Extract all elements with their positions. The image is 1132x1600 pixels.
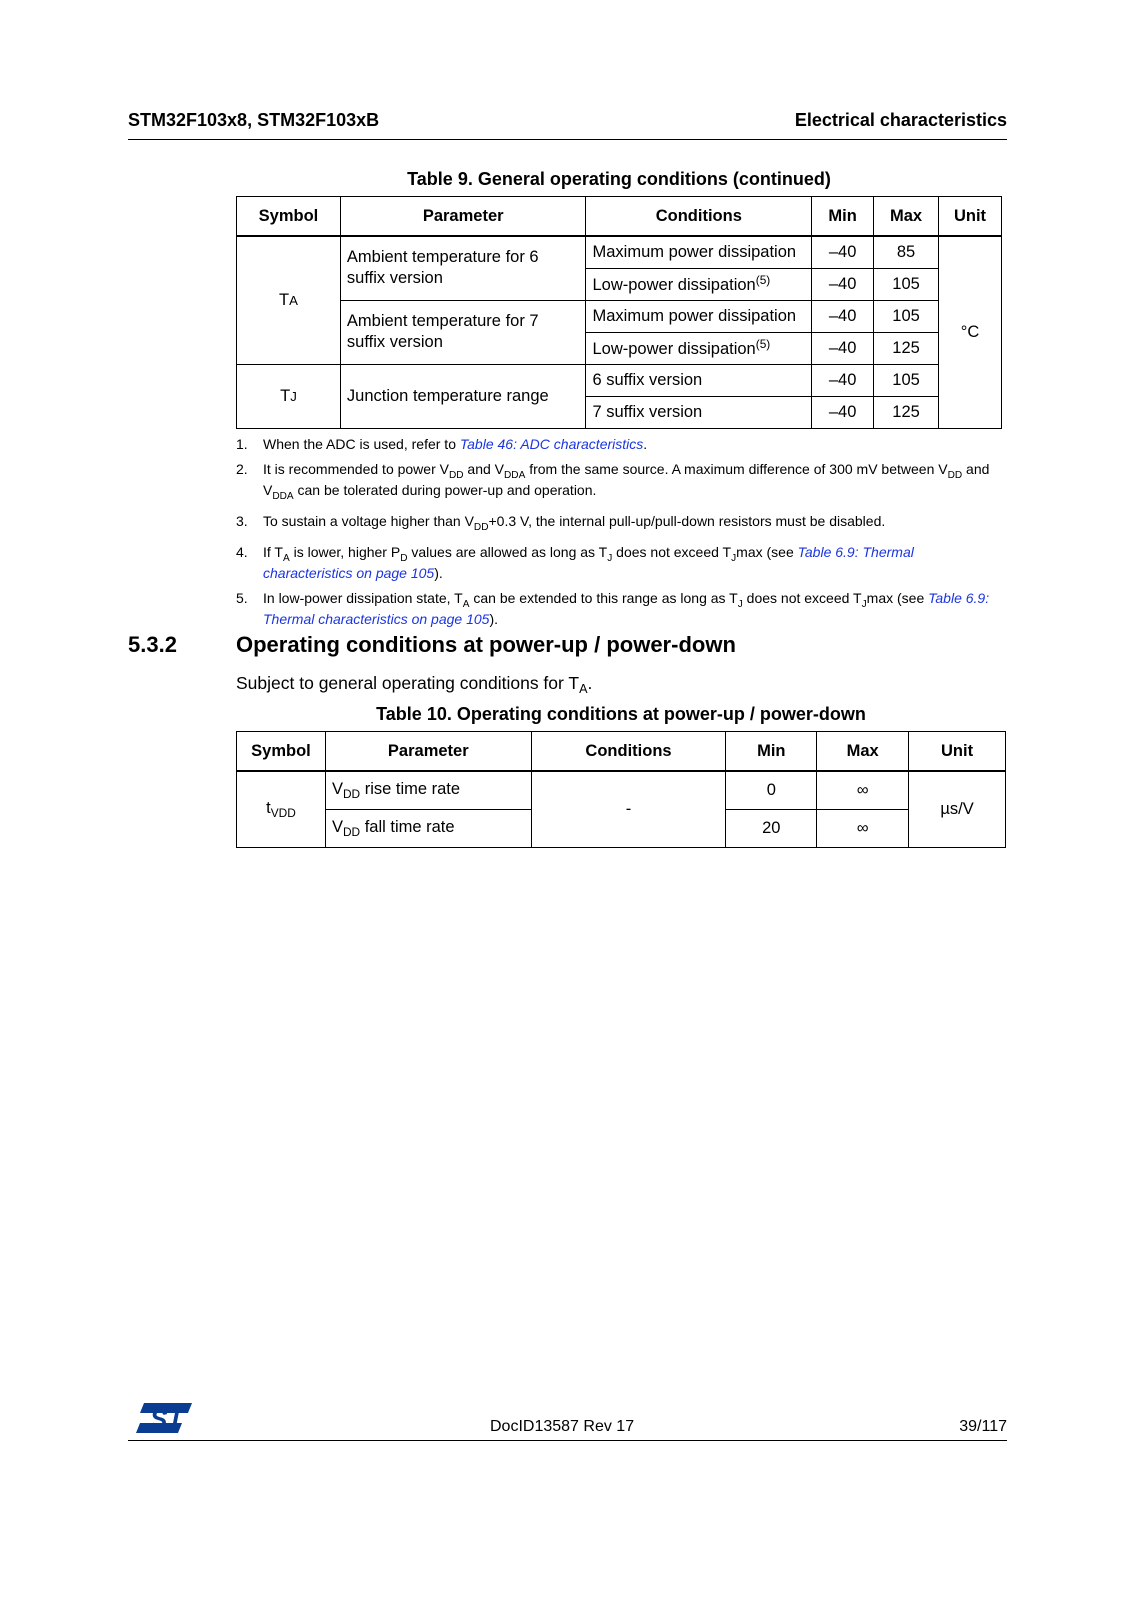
- table9-col-symbol: Symbol: [237, 197, 341, 237]
- header-rule: [128, 139, 1007, 140]
- conditions-cell: 7 suffix version: [586, 396, 812, 428]
- min-cell: –40: [812, 396, 874, 428]
- parameter-cell: $V_{DD}$ rise time rate: [325, 771, 531, 809]
- min-cell: 20: [726, 809, 817, 847]
- conditions-cell: -: [531, 771, 726, 847]
- min-cell: –40: [812, 364, 874, 396]
- footnote: 4. If $T_A$ is lower, higher $P_D$ values are allowed as long as $T_J$ does not exceed $T_J\max$ (see Table 6.9: Thermal characteristics on page 105).: [236, 544, 914, 581]
- table10-col-min: Min: [726, 732, 817, 772]
- table-row: [237, 771, 1006, 809]
- symbol-tvdd: $t_{VDD}$: [237, 771, 326, 847]
- max-cell: ∞: [817, 809, 909, 847]
- min-cell: –40: [812, 268, 874, 300]
- unit-cell: °C: [939, 236, 1002, 428]
- table10-col-max: Max: [817, 732, 909, 772]
- max-cell: 105: [874, 268, 939, 300]
- header-doc-title: STM32F103x8, STM32F103xB: [128, 110, 380, 130]
- cross-reference-link[interactable]: Table 46: ADC characteristics: [459, 436, 644, 452]
- table9-caption: Table 9. General operating conditions (continued): [407, 169, 831, 189]
- footnote-ref: (5): [755, 337, 771, 351]
- table-row: [237, 300, 1002, 332]
- table10-col-parameter: Parameter: [325, 732, 531, 772]
- table9-col-parameter: Parameter: [340, 197, 586, 237]
- parameter-cell: Ambient temperature for 6 suffix version: [340, 236, 586, 300]
- max-cell: ∞: [817, 771, 909, 809]
- table10: [236, 731, 1006, 848]
- table9-col-max: Max: [874, 197, 939, 237]
- footnote: 2. It is recommended to power $V_{DD}$ and $V_{DDA}$ from the same source. A maximum difference of 300 mV between $V_{DD}$ and $V_{DDA}$ can be tolerated during power-up and operation.: [236, 461, 990, 502]
- conditions-cell: 6 suffix version: [586, 364, 812, 396]
- page-number: 39/117: [959, 1418, 1007, 1435]
- footnote: 5. In low-power dissipation state, $T_A$ can be extended to this range as long as $T_J$ does not exceed $T_J\max$ (see Table 6.9: Thermal characteristics on page 105).: [236, 590, 990, 627]
- unit-cell: µs/V: [909, 771, 1006, 847]
- footnote: 1. When the ADC is used, refer to Table 46: ADC characteristics.: [236, 436, 648, 452]
- table9: [236, 196, 1002, 429]
- doc-id: DocID13587 Rev 17: [490, 1418, 635, 1435]
- table9-col-unit: Unit: [939, 197, 1002, 237]
- table10-header-row: [237, 732, 1006, 772]
- parameter-cell: Junction temperature range: [340, 364, 586, 428]
- min-cell: –40: [812, 300, 874, 332]
- table10-col-conditions: Conditions: [531, 732, 726, 772]
- section-body: Subject to general operating conditions for $T_A$.: [236, 673, 593, 696]
- min-cell: –40: [812, 332, 874, 364]
- st-logo: [136, 1401, 192, 1440]
- symbol-tj: TJ: [237, 364, 341, 428]
- max-cell: 105: [874, 300, 939, 332]
- table9-header-row: [237, 197, 1002, 237]
- cross-reference-link[interactable]: Table 6.9: Thermal characteristics on page 105: [263, 590, 990, 627]
- conditions-cell: Low-power dissipation$^{(5)}$: [586, 268, 812, 300]
- conditions-cell: Maximum power dissipation: [586, 236, 812, 268]
- max-cell: 125: [874, 396, 939, 428]
- max-cell: 105: [874, 364, 939, 396]
- max-cell: 85: [874, 236, 939, 268]
- table-row: [237, 236, 1002, 268]
- min-cell: 0: [726, 771, 817, 809]
- table10-caption: Table 10. Operating conditions at power-up / power-down: [376, 704, 866, 724]
- footnote: 3. To sustain a voltage higher than $V_{DD}+0.3$ V, the internal pull-up/pull-down resistors must be disabled.: [236, 513, 886, 533]
- parameter-cell: $V_{DD}$ fall time rate: [325, 809, 531, 847]
- conditions-cell: Low-power dissipation$^{(5)}$: [586, 332, 812, 364]
- footnotes: [236, 437, 996, 637]
- footer-rule: [128, 1440, 1007, 1441]
- section-number: 5.3.2: [128, 632, 177, 657]
- svg-text:ST: ST: [150, 1404, 184, 1434]
- max-cell: 125: [874, 332, 939, 364]
- symbol-ta: TA: [237, 236, 341, 364]
- section-title: Operating conditions at power-up / power-down: [236, 632, 736, 657]
- header-section-title: Electrical characteristics: [794, 110, 1007, 130]
- footnote-ref: (5): [755, 273, 771, 287]
- table10-col-unit: Unit: [909, 732, 1006, 772]
- table10-col-symbol: Symbol: [237, 732, 326, 772]
- conditions-cell: Maximum power dissipation: [586, 300, 812, 332]
- parameter-cell: Ambient temperature for 7 suffix version: [340, 300, 586, 364]
- table9-col-min: Min: [812, 197, 874, 237]
- cross-reference-link[interactable]: Table 6.9: Thermal characteristics on page 105: [263, 544, 914, 581]
- table-row: [237, 364, 1002, 396]
- table9-col-conditions: Conditions: [586, 197, 812, 237]
- min-cell: –40: [812, 236, 874, 268]
